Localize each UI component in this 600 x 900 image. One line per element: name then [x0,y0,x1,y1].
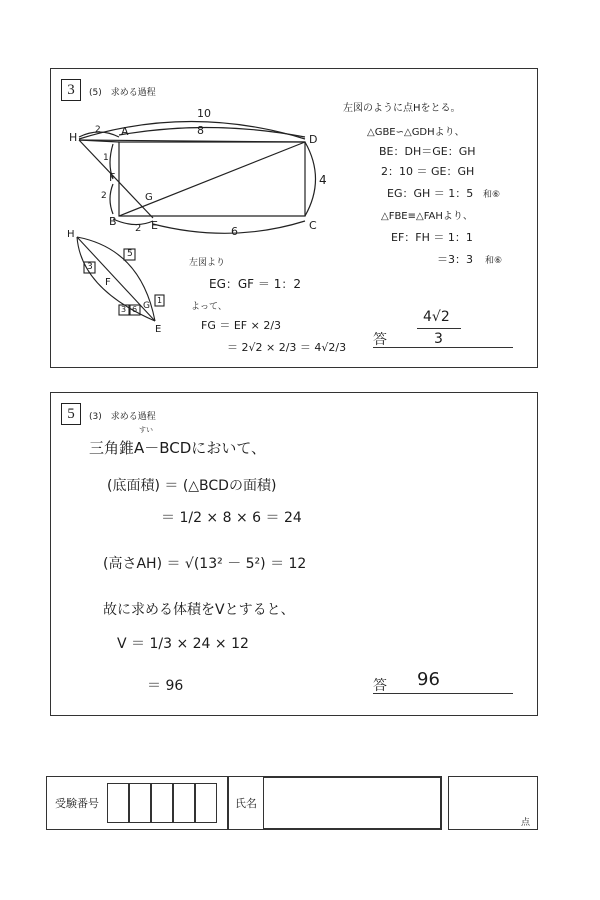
small-label-H: H [67,229,75,240]
question-heading: (3) 求める過程 [89,412,156,422]
grader-mark-1: 和⑥ [483,190,501,200]
small-label-F: F [105,277,111,288]
exam-number-digit-3[interactable] [151,783,173,823]
work-left-line-2: EG：GF ＝ 1：2 [209,277,301,291]
label-b6: 6 [231,225,238,238]
label-A: A [121,125,129,138]
label-G: G [145,192,153,203]
answer-fraction-bar [417,328,461,329]
work-right-line-7: EF：FH ＝ 1：1 [391,231,473,244]
label-10: 10 [197,107,211,120]
work-right-line-2: △GBE∽△GDHより、 [367,127,465,138]
small-label-1: 1 [157,296,163,305]
small-label-G: G [143,301,150,311]
work-right-line-4: 2：10 ＝ GE：GH [381,165,475,178]
line-1: 三角錐A－BCDにおいて、 [89,439,267,457]
answer-numerator: 4√2 [423,309,450,325]
answer-label: 答 [373,332,387,348]
line-6: V ＝ 1/3 × 24 × 12 [117,636,249,652]
work-left-line-4: FG ＝ EF × 2/3 [201,319,282,332]
label-v2: 2 [101,191,107,201]
answer-line [373,347,513,348]
line-2: (底面積) ＝ (△BCDの面積) [107,478,277,494]
line-4: (高さAH) ＝ √(13² － 5²) ＝ 12 [103,556,307,572]
score-box[interactable] [448,776,538,830]
name-label: 氏名 [235,797,257,810]
exam-number-digit-4[interactable] [173,783,195,823]
question-number: 5 [61,403,81,425]
line-5: 故に求める体積をVとすると、 [103,602,295,618]
work-right-line-6: △FBE≡△FAHより、 [381,211,473,222]
question-5-panel [50,392,538,716]
exam-number-digit-5[interactable] [195,783,217,823]
label-C: C [309,219,317,232]
answer-denominator: 3 [434,331,443,347]
label-D: D [309,133,318,146]
exam-number-digit-2[interactable] [129,783,151,823]
name-section [228,776,442,830]
work-left-line-3: よって、 [191,302,227,312]
label-H: H [69,131,78,144]
grader-mark-2: 和⑥ [485,256,503,266]
work-right-line-3: BE：DH＝GE：GH [379,145,476,158]
label-r4: 4 [319,173,327,187]
question-3-panel [50,68,538,368]
work-right-line-8: ＝3：3 [437,253,473,266]
small-label-E: E [155,324,162,335]
label-F: F [109,171,116,184]
work-right-line-5: EG：GH ＝ 1：5 [387,187,474,200]
exam-number-section [46,776,228,830]
answer-value: 96 [417,669,440,690]
label-E: E [151,219,158,232]
small-label-3b: 3 [121,305,127,314]
label-B: B [109,215,117,228]
label-b2: 2 [135,223,142,234]
label-8: 8 [197,124,204,137]
small-label-3: 3 [87,262,93,272]
work-left-line-1: 左図より [189,258,226,268]
answer-line [373,693,513,694]
label-v1: 1 [103,153,109,163]
answer-label: 答 [373,678,387,694]
line-3: ＝ 1/2 × 8 × 6 ＝ 24 [161,510,302,526]
ruby-sui: すい [139,426,153,434]
label-h2: 2 [95,125,101,135]
work-right-line-1: 左図のように点Hをとる。 [343,103,461,114]
small-label-5: 5 [127,249,133,259]
small-label-6: 6 [132,305,138,314]
name-field[interactable] [263,777,441,829]
exam-number-label: 受験番号 [55,797,99,810]
score-label: 点 [521,818,531,828]
question-number: 3 [61,79,81,101]
work-left-line-5: ＝ 2√2 × 2/3 ＝ 4√2/3 [227,341,347,354]
line-7: ＝ 96 [147,678,184,694]
exam-number-digit-1[interactable] [107,783,129,823]
question-heading: (5) 求める過程 [89,88,156,98]
